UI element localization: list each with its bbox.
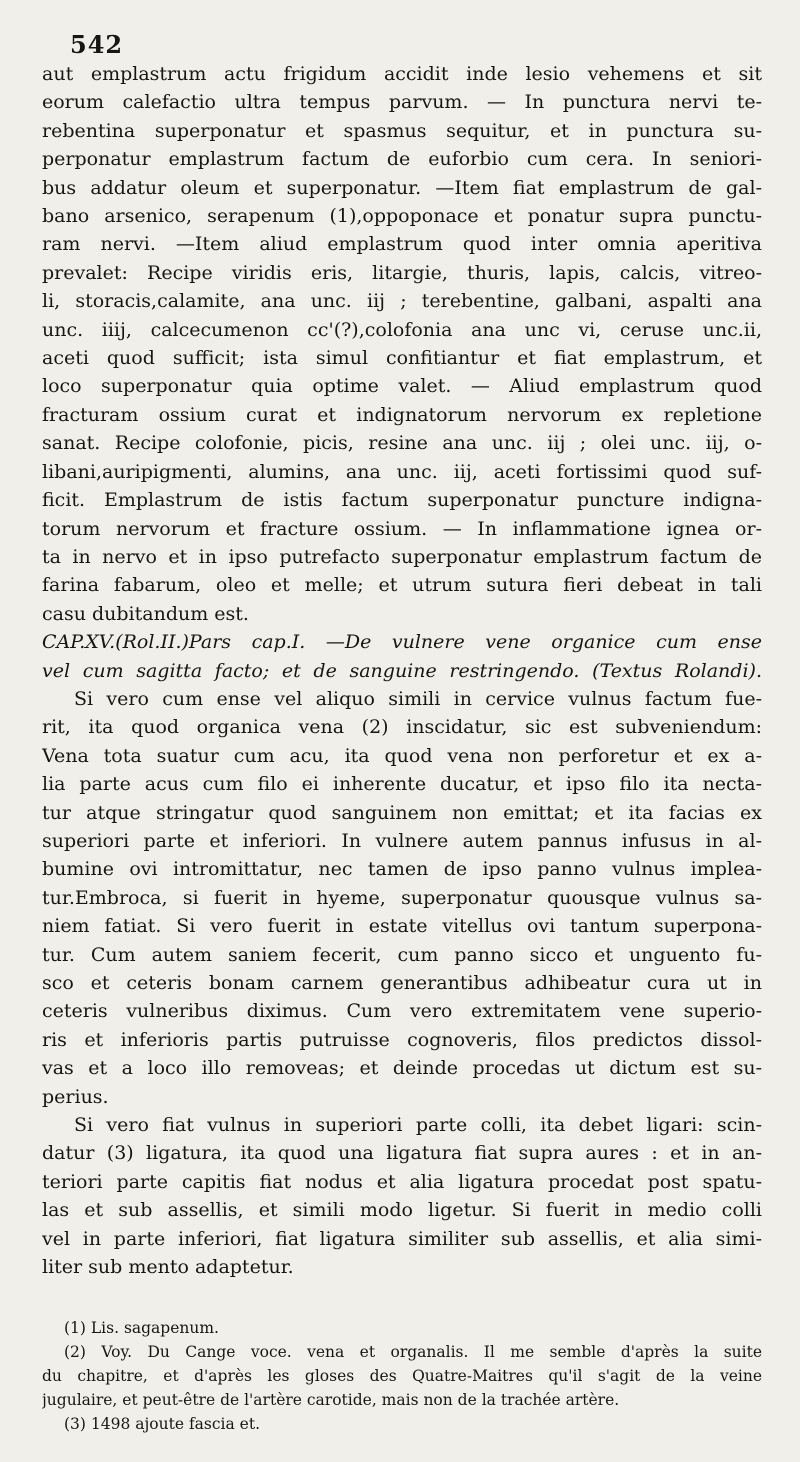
chapter-heading: vel cum sagitta facto; et de sanguine restringendo. (Textus Rolandi). (42, 659, 762, 682)
text-line: perponatur emplastrum factum de euforbio cum cera. In seniori- (42, 148, 762, 171)
footnote: (2) Voy. Du Cange voce. vena et organalis. Il me semble d'après la suite (64, 1343, 762, 1361)
text-line: ceteris vulneribus diximus. Cum vero extremitatem vene superio- (42, 1000, 762, 1023)
text-line: prevalet: Recipe viridis eris, litargie, thuris, lapis, calcis, vitreo- (42, 261, 762, 284)
footnote: jugulaire, et peut-être de l'artère carotide, mais non de la trachée artère. (42, 1391, 620, 1409)
text-line: libani,auripigmenti, alumins, ana unc. iij, aceti fortissimi quod suf- (42, 460, 762, 483)
footnote: (3) 1498 ajoute fascia et. (64, 1415, 261, 1433)
text-line: tur.Embroca, si fuerit in hyeme, superponatur quousque vulnus sa- (42, 886, 762, 909)
footnotes (42, 1316, 762, 1436)
text-line: loco superponatur quia optime valet. — Aliud emplastrum quod (42, 375, 762, 398)
text-line: superiori parte et inferiori. In vulnere autem pannus infusus in al- (42, 829, 762, 852)
text-line: rit, ita quod organica vena (2) inscidatur, sic est subveniendum: (42, 716, 762, 739)
text-line: aceti quod sufficit; ista simul confitiantur et fiat emplastrum, et (42, 347, 762, 370)
footnote: (1) Lis. sagapenum. (64, 1319, 219, 1337)
text-line: casu dubitandum est. (42, 602, 249, 625)
text-line: lia parte acus cum filo ei inherente ducatur, et ipso filo ita necta- (42, 773, 762, 796)
text-line: fracturam ossium curat et indignatorum nervorum ex repletione (42, 403, 762, 426)
text-line: las et sub assellis, et simili modo ligetur. Si fuerit in medio colli (42, 1199, 762, 1222)
text-line: bus addatur oleum et superponatur. —Item fiat emplastrum de gal- (42, 176, 762, 199)
text-line: rebentina superponatur et spasmus sequitur, et in punctura su- (42, 119, 762, 142)
text-line: Vena tota suatur cum acu, ita quod vena non perforetur et ex a- (42, 744, 762, 767)
text-line: teriori parte capitis fiat nodus et alia ligatura procedat post spatu- (42, 1170, 762, 1193)
text-line: torum nervorum et fracture ossium. — In inflammatione ignea or- (42, 517, 762, 540)
text-line: unc. iiij, calcecumenon cc'(?),colofonia ana unc vi, ceruse unc.ii, (42, 318, 762, 341)
body-text (42, 60, 762, 1281)
text-line: bumine ovi intromittatur, nec tamen de ipso panno vulnus implea- (42, 858, 762, 881)
text-line: ris et inferioris partis putruisse cognoveris, filos predictos dissol- (42, 1028, 762, 1051)
text-line: vel in parte inferiori, fiat ligatura similiter sub assellis, et alia simi- (42, 1227, 762, 1250)
chapter-heading: CAP.XV.(Rol.II.)Pars cap.I. —De vulnere vene organice cum ense (42, 631, 762, 654)
text-line: aut emplastrum actu frigidum accidit inde lesio vehemens et sit (42, 63, 762, 85)
text-line: sanat. Recipe colofonie, picis, resine ana unc. iij ; olei unc. iij, o- (42, 432, 762, 455)
text-line: ram nervi. —Item aliud emplastrum quod inter omnia aperitiva (42, 233, 762, 256)
text-line: farina fabarum, oleo et melle; et utrum sutura fieri debeat in tali (42, 574, 762, 597)
text-line: sco et ceteris bonam carnem generantibus adhibeatur cura ut in (42, 972, 762, 994)
footnote: du chapitre, et d'après les gloses des Quatre-Maitres qu'il s'agit de la veine (42, 1367, 762, 1385)
text-line: Si vero cum ense vel aliquo simili in cervice vulnus factum fue- (74, 687, 762, 710)
text-line: li, storacis,calamite, ana unc. iij ; terebentine, galbani, aspalti ana (42, 290, 762, 313)
text-line: datur (3) ligatura, ita quod una ligatura fiat supra aures : et in an- (42, 1142, 762, 1165)
text-line: tur. Cum autem saniem fecerit, cum panno sicco et unguento fu- (42, 943, 762, 966)
text-line: liter sub mento adaptetur. (42, 1256, 294, 1279)
text-line: perius. (42, 1085, 109, 1108)
text-line: bano arsenico, serapenum (1),oppoponace et ponatur supra punctu- (42, 205, 762, 228)
text-line: Si vero fiat vulnus in superiori parte colli, ita debet ligari: scin- (74, 1114, 762, 1137)
text-line: vas et a loco illo removeas; et deinde procedas ut dictum est su- (42, 1057, 762, 1080)
text-line: niem fatiat. Si vero fuerit in estate vitellus ovi tantum superpona- (42, 915, 762, 938)
text-line: ta in nervo et in ipso putrefacto superponatur emplastrum factum de (42, 545, 762, 568)
text-line: tur atque stringatur quod sanguinem non emittat; et ita facias ex (42, 801, 762, 824)
text-line: ficit. Emplastrum de istis factum superponatur puncture indigna- (42, 489, 762, 512)
page-number: 542 (70, 30, 124, 59)
text-line: eorum calefactio ultra tempus parvum. — In punctura nervi te- (42, 91, 762, 114)
